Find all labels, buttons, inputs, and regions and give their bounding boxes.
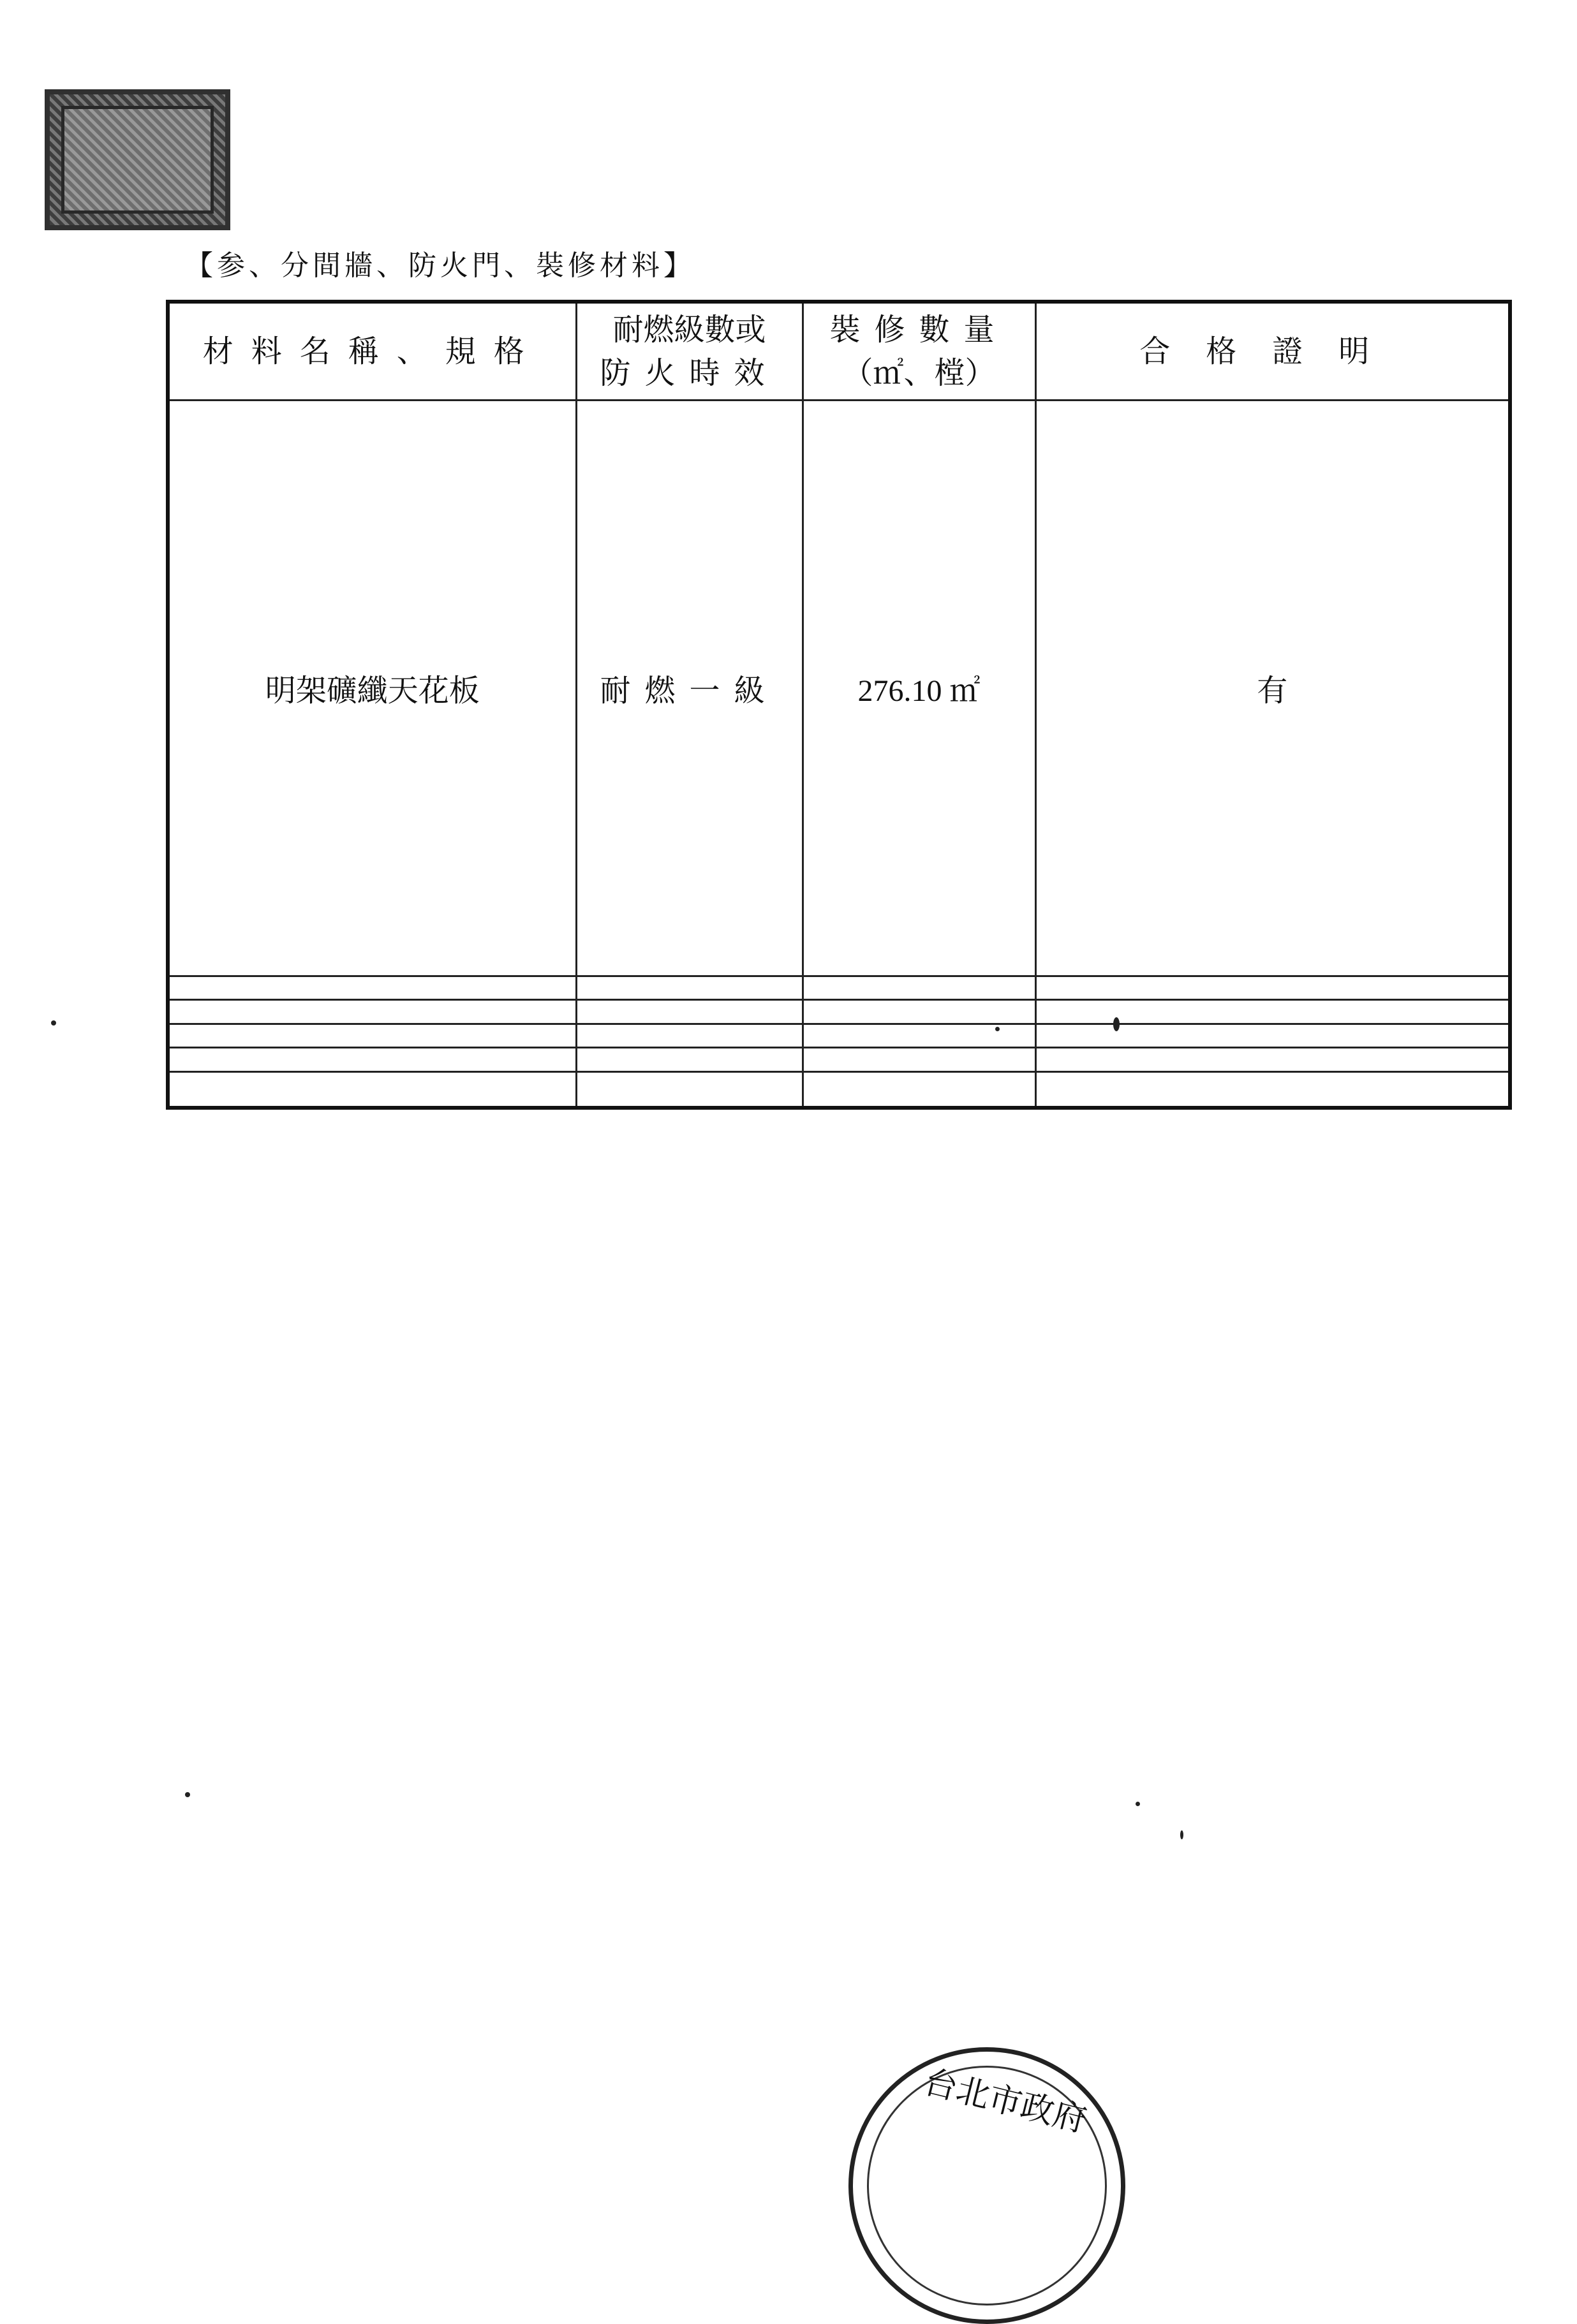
materials-table <box>166 300 1512 1110</box>
table-row <box>168 1024 1510 1048</box>
scan-speck <box>51 1020 56 1026</box>
header-quantity-line1: 裝修數量 <box>829 312 1009 348</box>
cell-material-name <box>168 976 576 1000</box>
scan-speck <box>1113 1017 1120 1031</box>
cell-quantity <box>803 1072 1035 1108</box>
header-certificate: 合格證明 <box>1035 302 1510 401</box>
cell-certificate <box>1035 1000 1510 1024</box>
header-quantity-unit: （㎡、樘） <box>842 355 996 391</box>
cell-material-name <box>168 1024 576 1048</box>
table-row <box>168 976 1510 1000</box>
scan-speck <box>185 1792 190 1797</box>
cell-certificate: 有 <box>1035 401 1510 976</box>
cell-material-name <box>168 1072 576 1108</box>
cell-certificate <box>1035 976 1510 1000</box>
cell-material-name: 明架礦纖天花板 <box>168 401 576 976</box>
cell-fire-rating <box>576 1024 803 1048</box>
table-row <box>168 1072 1510 1108</box>
table-row <box>168 401 1510 976</box>
cell-certificate <box>1035 1048 1510 1072</box>
table-row <box>168 1000 1510 1024</box>
official-seal-stamp <box>848 2047 1125 2324</box>
header-quantity <box>803 302 1035 401</box>
cell-quantity <box>803 1000 1035 1024</box>
cell-fire-rating <box>576 976 803 1000</box>
cell-certificate <box>1035 1024 1510 1048</box>
header-fire-rating <box>576 302 803 401</box>
seal-text: 台北市政府 <box>920 2063 1091 2140</box>
seal-stamp-top <box>45 89 230 230</box>
cell-quantity <box>803 1048 1035 1072</box>
header-fire-rating-line1: 耐燃級數或 <box>612 312 766 348</box>
cell-material-name <box>168 1048 576 1072</box>
header-fire-rating-line2: 防火時效 <box>600 355 779 391</box>
table-header-row <box>168 302 1510 401</box>
scan-speck <box>1180 1830 1183 1839</box>
cell-quantity: 276.10 ㎡ <box>803 401 1035 976</box>
table-row <box>168 1048 1510 1072</box>
cell-fire-rating: 耐燃一級 <box>576 401 803 976</box>
scan-speck <box>1136 1802 1140 1806</box>
cell-fire-rating <box>576 1000 803 1024</box>
cell-certificate <box>1035 1072 1510 1108</box>
section-heading: 【参、分間牆、防火門、裝修材料】 <box>185 249 695 282</box>
header-material-name: 材料名稱、規格 <box>168 302 576 401</box>
cell-material-name <box>168 1000 576 1024</box>
cell-quantity <box>803 1024 1035 1048</box>
cell-fire-rating <box>576 1048 803 1072</box>
cell-fire-rating <box>576 1072 803 1108</box>
scan-speck <box>995 1027 1000 1031</box>
cell-quantity <box>803 976 1035 1000</box>
